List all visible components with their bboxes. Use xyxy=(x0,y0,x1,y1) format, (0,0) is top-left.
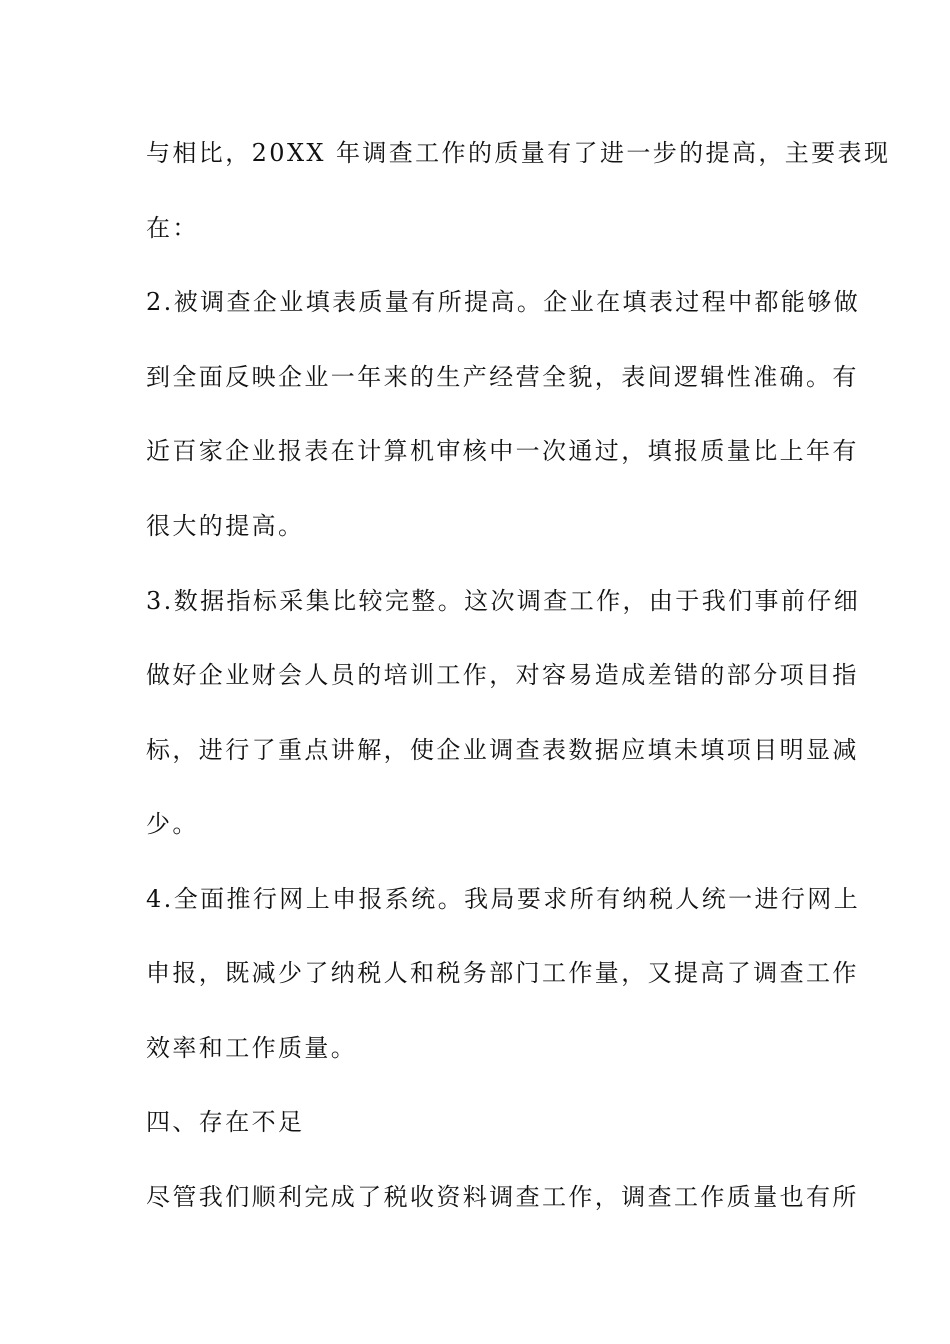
item-2-line-4: 很大的提高。 xyxy=(146,512,305,540)
item-2-line-1: 2.被调查企业填表质量有所提高。企业在填表过程中都能够做 xyxy=(146,288,861,316)
section-heading-shortcomings: 四、存在不足 xyxy=(146,1108,305,1136)
paragraph-shortcomings-line-1: 尽管我们顺利完成了税收资料调查工作，调查工作质量也有所 xyxy=(146,1183,859,1211)
paragraph-1-line-1: 与相比，20XX 年调查工作的质量有了进一步的提高，主要表现 xyxy=(146,139,891,167)
item-3-line-4: 少。 xyxy=(146,810,199,838)
paragraph-1-line-2: 在： xyxy=(146,214,199,242)
item-3-line-2: 做好企业财会人员的培训工作，对容易造成差错的部分项目指 xyxy=(146,661,859,689)
item-2-line-3: 近百家企业报表在计算机审核中一次通过，填报质量比上年有 xyxy=(146,437,859,465)
item-4-line-2: 申报，既减少了纳税人和税务部门工作量，又提高了调查工作 xyxy=(146,959,859,987)
item-4-line-1: 4.全面推行网上申报系统。我局要求所有纳税人统一进行网上 xyxy=(146,885,861,913)
item-3-line-1: 3.数据指标采集比较完整。这次调查工作，由于我们事前仔细 xyxy=(146,587,861,615)
item-3-line-3: 标，进行了重点讲解，使企业调查表数据应填未填项目明显减 xyxy=(146,736,859,764)
item-2-line-2: 到全面反映企业一年来的生产经营全貌，表间逻辑性准确。有 xyxy=(146,363,859,391)
item-4-line-3: 效率和工作质量。 xyxy=(146,1034,358,1062)
